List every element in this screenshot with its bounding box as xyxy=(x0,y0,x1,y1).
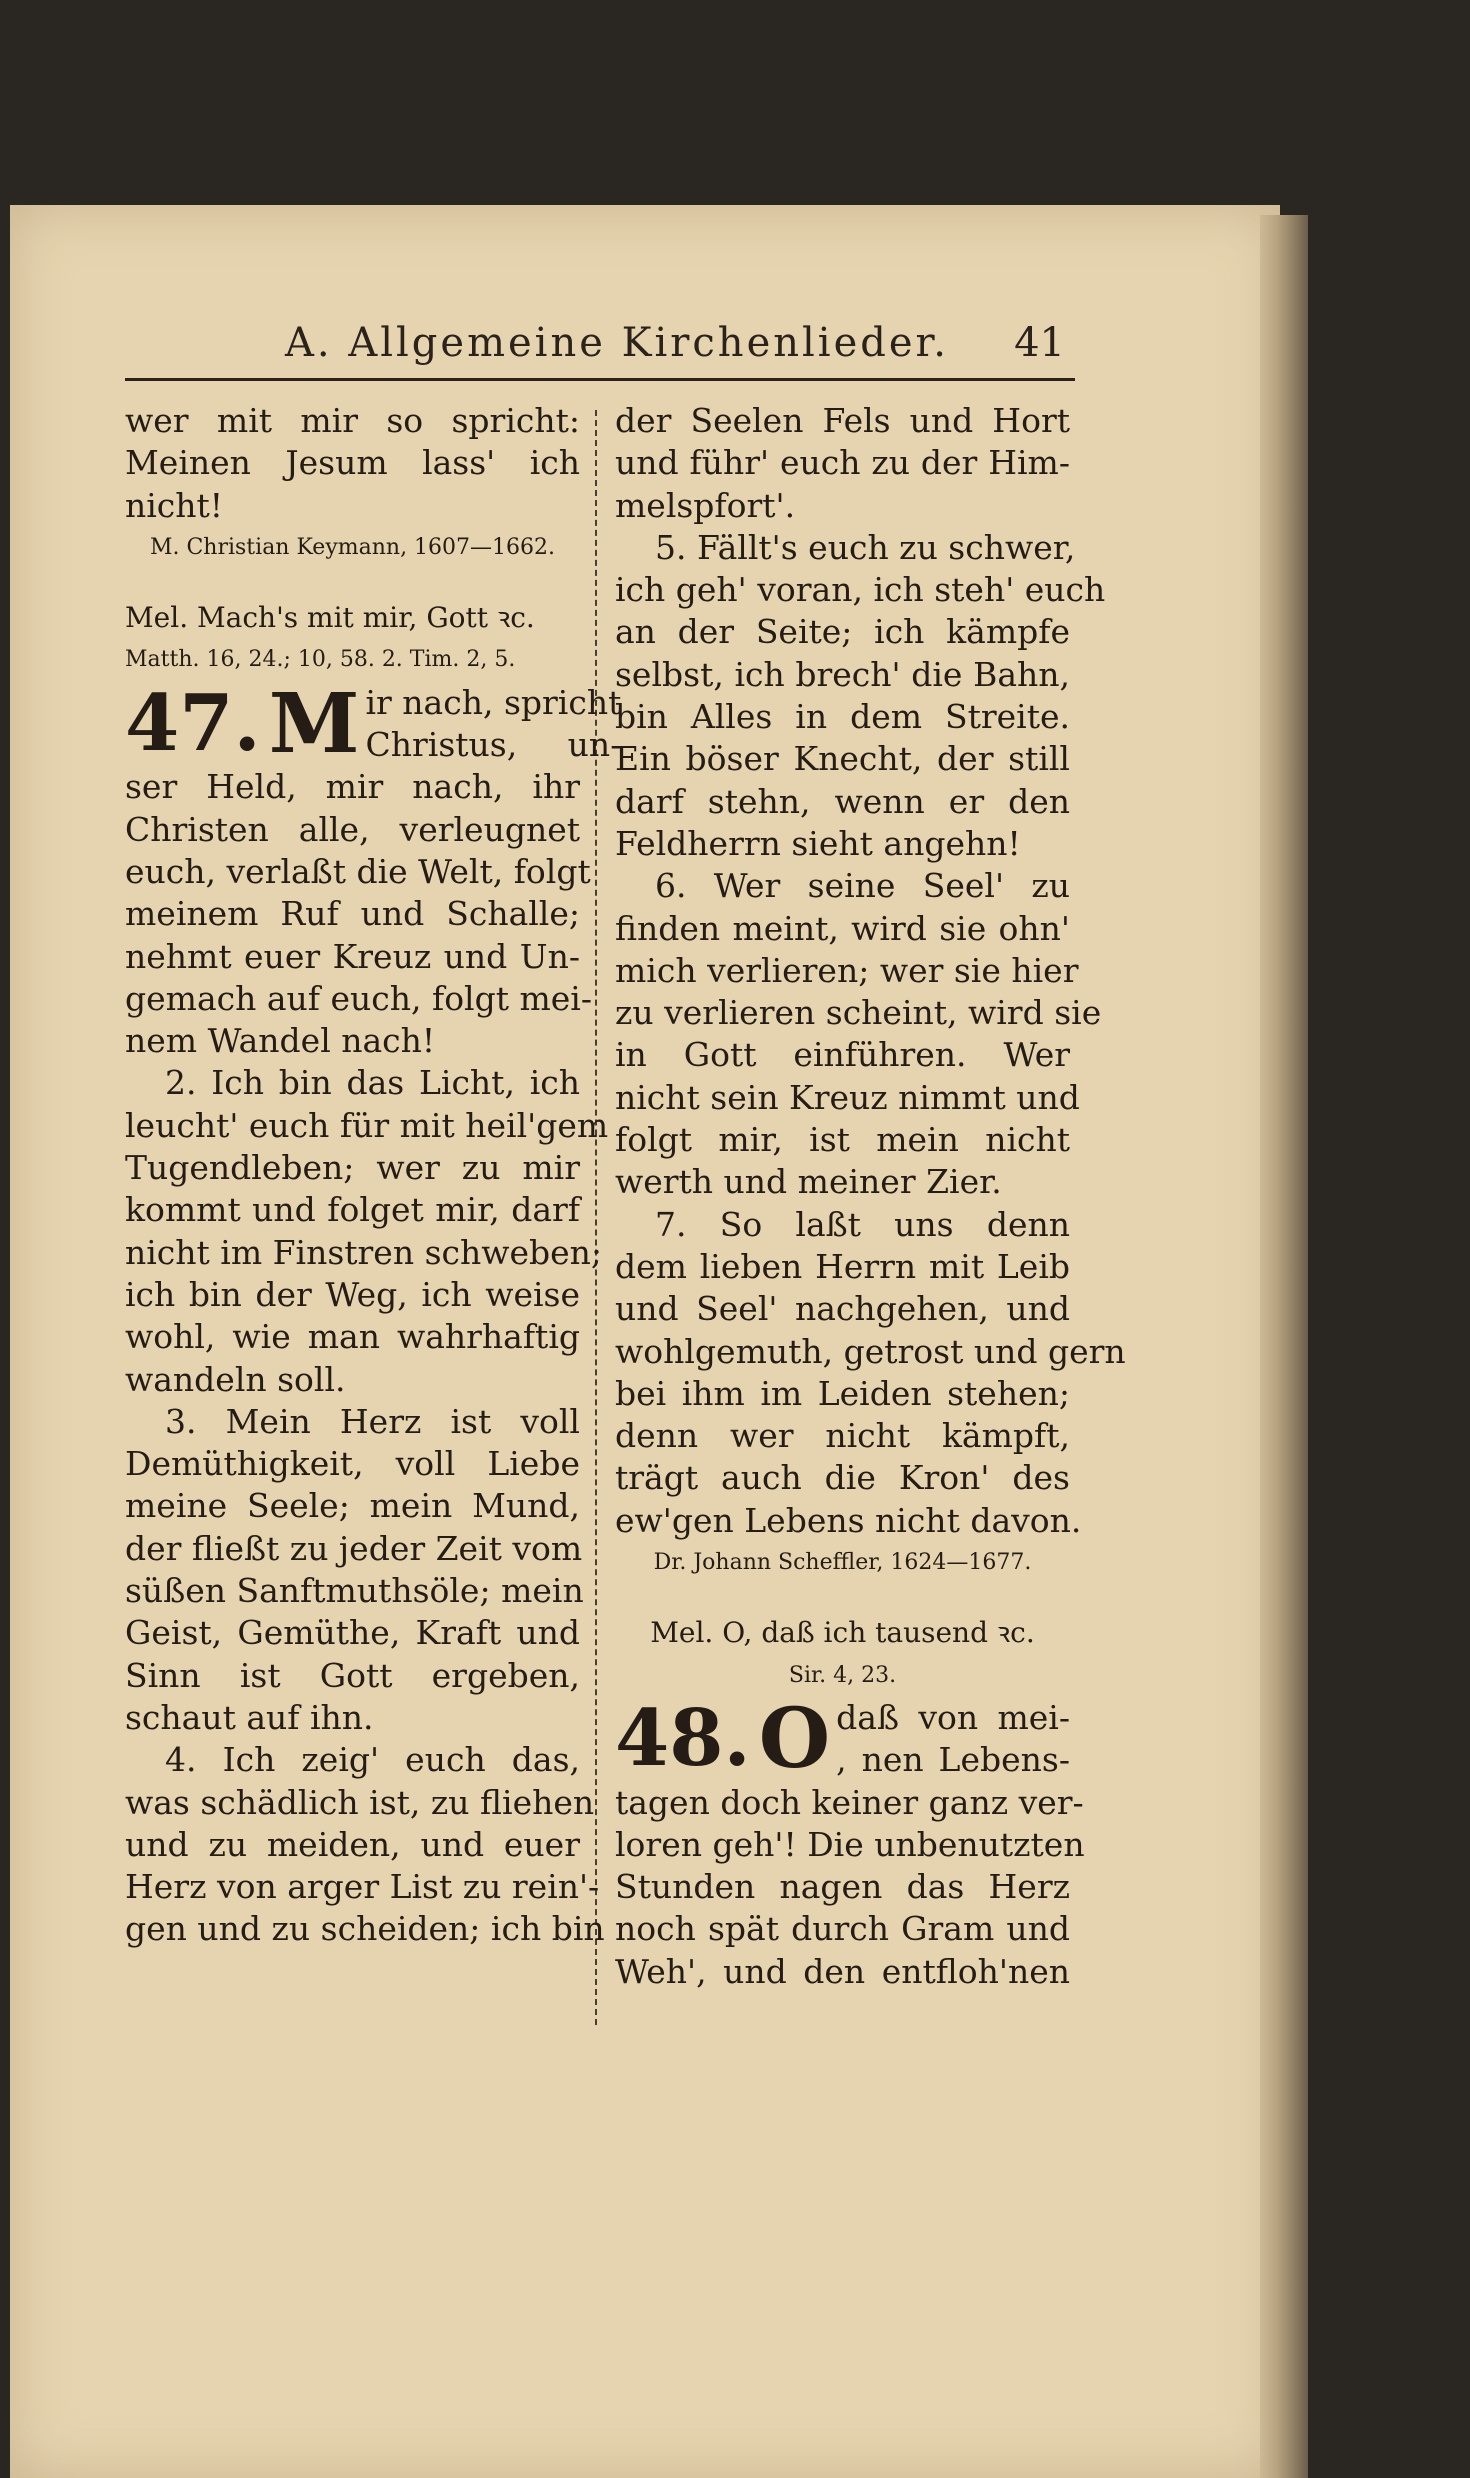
text-line: werth und meiner Zier. xyxy=(615,1162,1002,1202)
text-line: wohl, wie man wahrhaftig xyxy=(125,1317,580,1357)
text-line: wandeln soll. xyxy=(125,1359,346,1399)
column-divider xyxy=(595,410,597,2025)
text-line: Ein böser Knecht, der still xyxy=(615,739,1070,779)
text-line: nem Wandel nach! xyxy=(125,1021,436,1061)
text-line: selbst, ich brech' die Bahn, xyxy=(615,654,1070,694)
page-number: 41 xyxy=(1014,320,1065,366)
text-line: denn wer nicht kämpft, xyxy=(615,1416,1070,1456)
text-line: zu verlieren scheint, wird sie xyxy=(615,993,1102,1033)
text-line: Geist, Gemüthe, Kraft und xyxy=(125,1613,580,1653)
text-line: gen und zu scheiden; ich bin xyxy=(125,1909,605,1949)
text-line: dem lieben Herrn mit Leib xyxy=(615,1246,1070,1286)
text-line: an der Seite; ich kämpfe xyxy=(615,612,1070,652)
hymn-number: 48. xyxy=(615,1692,751,1784)
drop-cap: M xyxy=(268,675,360,772)
text-line: Demüthigkeit, voll Liebe xyxy=(125,1444,580,1484)
text-line: nicht! xyxy=(125,485,224,525)
right-column xyxy=(615,400,1126,1993)
text-line: Tugendleben; wer zu mir xyxy=(125,1148,580,1188)
text-line: , nen Lebens- xyxy=(836,1740,1070,1780)
text-line: kommt und folget mir, darf xyxy=(125,1190,580,1230)
text-line: und führ' euch zu der Him- xyxy=(615,443,1070,483)
verse-start: 4. Ich zeig' euch das, xyxy=(165,1740,580,1780)
melody-line: Mel. Mach's mit mir, Gott ꝛc. xyxy=(125,601,535,635)
text-line: Sinn ist Gott ergeben, xyxy=(125,1655,580,1695)
text-line: bei ihm im Leiden stehen; xyxy=(615,1373,1070,1413)
hymn-number: 47. xyxy=(125,677,261,769)
running-head xyxy=(125,320,1075,380)
text-line: der Seelen Fels und Hort xyxy=(615,401,1070,440)
text-line: Stunden nagen das Herz xyxy=(615,1867,1070,1907)
running-head-title: A. Allgemeine Kirchenlieder. xyxy=(285,320,949,366)
text-line: in Gott einführen. Wer xyxy=(615,1035,1070,1075)
text-line: leucht' euch für mit heil'gem xyxy=(125,1105,609,1145)
text-line: bin Alles in dem Streite. xyxy=(615,697,1070,737)
text-line: Christen alle, verleugnet xyxy=(125,809,580,849)
text-line: melspfort'. xyxy=(615,485,796,525)
text-line: Herz von arger List zu rein'- xyxy=(125,1867,600,1907)
hymn-48-opening xyxy=(615,1690,1070,1787)
text-line: Weh', und den entfloh'nen xyxy=(615,1951,1070,1991)
text-line: süßen Sanftmuthsöle; mein xyxy=(125,1571,584,1611)
verse-start: 5. Fällt's euch zu schwer, xyxy=(655,527,1076,567)
text-line: folgt mir, ist mein nicht xyxy=(615,1120,1070,1160)
text-line: daß von mei- xyxy=(836,1697,1070,1737)
melody-line: Mel. O, daß ich tausend ꝛc. xyxy=(650,1616,1035,1650)
text-line: euch, verlaßt die Welt, folgt xyxy=(125,851,591,891)
text-line: wohlgemuth, getrost und gern xyxy=(615,1331,1126,1371)
drop-cap: O xyxy=(758,1690,831,1787)
text-line: schaut auf ihn. xyxy=(125,1697,374,1737)
text-line: ich geh' voran, ich steh' euch xyxy=(615,570,1106,610)
verse-start: 3. Mein Herz ist voll xyxy=(165,1401,580,1441)
scripture-reference: Matth. 16, 24.; 10, 58. 2. Tim. 2, 5. xyxy=(125,647,516,673)
text-line: meinem Ruf und Schalle; xyxy=(125,894,580,934)
page-edge xyxy=(1260,215,1308,2478)
text-line: ser Held, mir nach, ihr xyxy=(125,767,580,807)
header-rule xyxy=(125,378,1075,381)
text-line: ew'gen Lebens nicht davon. xyxy=(615,1500,1082,1540)
text-line: wer mit mir so spricht: xyxy=(125,401,580,440)
text-line: trägt auch die Kron' des xyxy=(615,1458,1070,1498)
text-line: meine Seele; mein Mund, xyxy=(125,1486,580,1526)
hymn-47-opening xyxy=(125,675,622,772)
text-line: noch spät durch Gram und xyxy=(615,1909,1070,1949)
text-line: tagen doch keiner ganz ver- xyxy=(615,1782,1084,1822)
text-line: nicht sein Kreuz nimmt und xyxy=(615,1077,1080,1117)
left-column xyxy=(125,400,622,1951)
text-line: mich verlieren; wer sie hier xyxy=(615,950,1079,990)
text-line: nicht im Finstren schweben; xyxy=(125,1232,603,1272)
text-line: darf stehn, wenn er den xyxy=(615,781,1070,821)
text-line: finden meint, wird sie ohn' xyxy=(615,908,1070,948)
author-credit: M. Christian Keymann, 1607—1662. xyxy=(149,534,556,560)
author-credit: Dr. Johann Scheffler, 1624—1677. xyxy=(653,1550,1032,1576)
scripture-reference: Sir. 4, 23. xyxy=(788,1662,897,1688)
text-line: Feldherrn sieht angehn! xyxy=(615,823,1021,863)
verse-start: 7. So laßt uns denn xyxy=(655,1204,1070,1244)
text-line: gemach auf euch, folgt mei- xyxy=(125,978,593,1018)
text-line: und Seel' nachgehen, und xyxy=(615,1289,1070,1329)
text-line: und zu meiden, und euer xyxy=(125,1824,580,1864)
text-line: ir nach, spricht xyxy=(365,682,622,722)
text-line: was schädlich ist, zu fliehen xyxy=(125,1782,595,1822)
text-line: Meinen Jesum lass' ich xyxy=(125,443,580,483)
verse-start: 6. Wer seine Seel' zu xyxy=(655,866,1070,906)
text-line: loren geh'! Die unbenutzten xyxy=(615,1824,1085,1864)
text-line: der fließt zu jeder Zeit vom xyxy=(125,1528,583,1568)
text-line: nehmt euer Kreuz und Un- xyxy=(125,936,580,976)
text-line: ich bin der Weg, ich weise xyxy=(125,1274,580,1314)
verse-start: 2. Ich bin das Licht, ich xyxy=(165,1063,580,1103)
text-line: Christus, un- xyxy=(365,725,622,765)
